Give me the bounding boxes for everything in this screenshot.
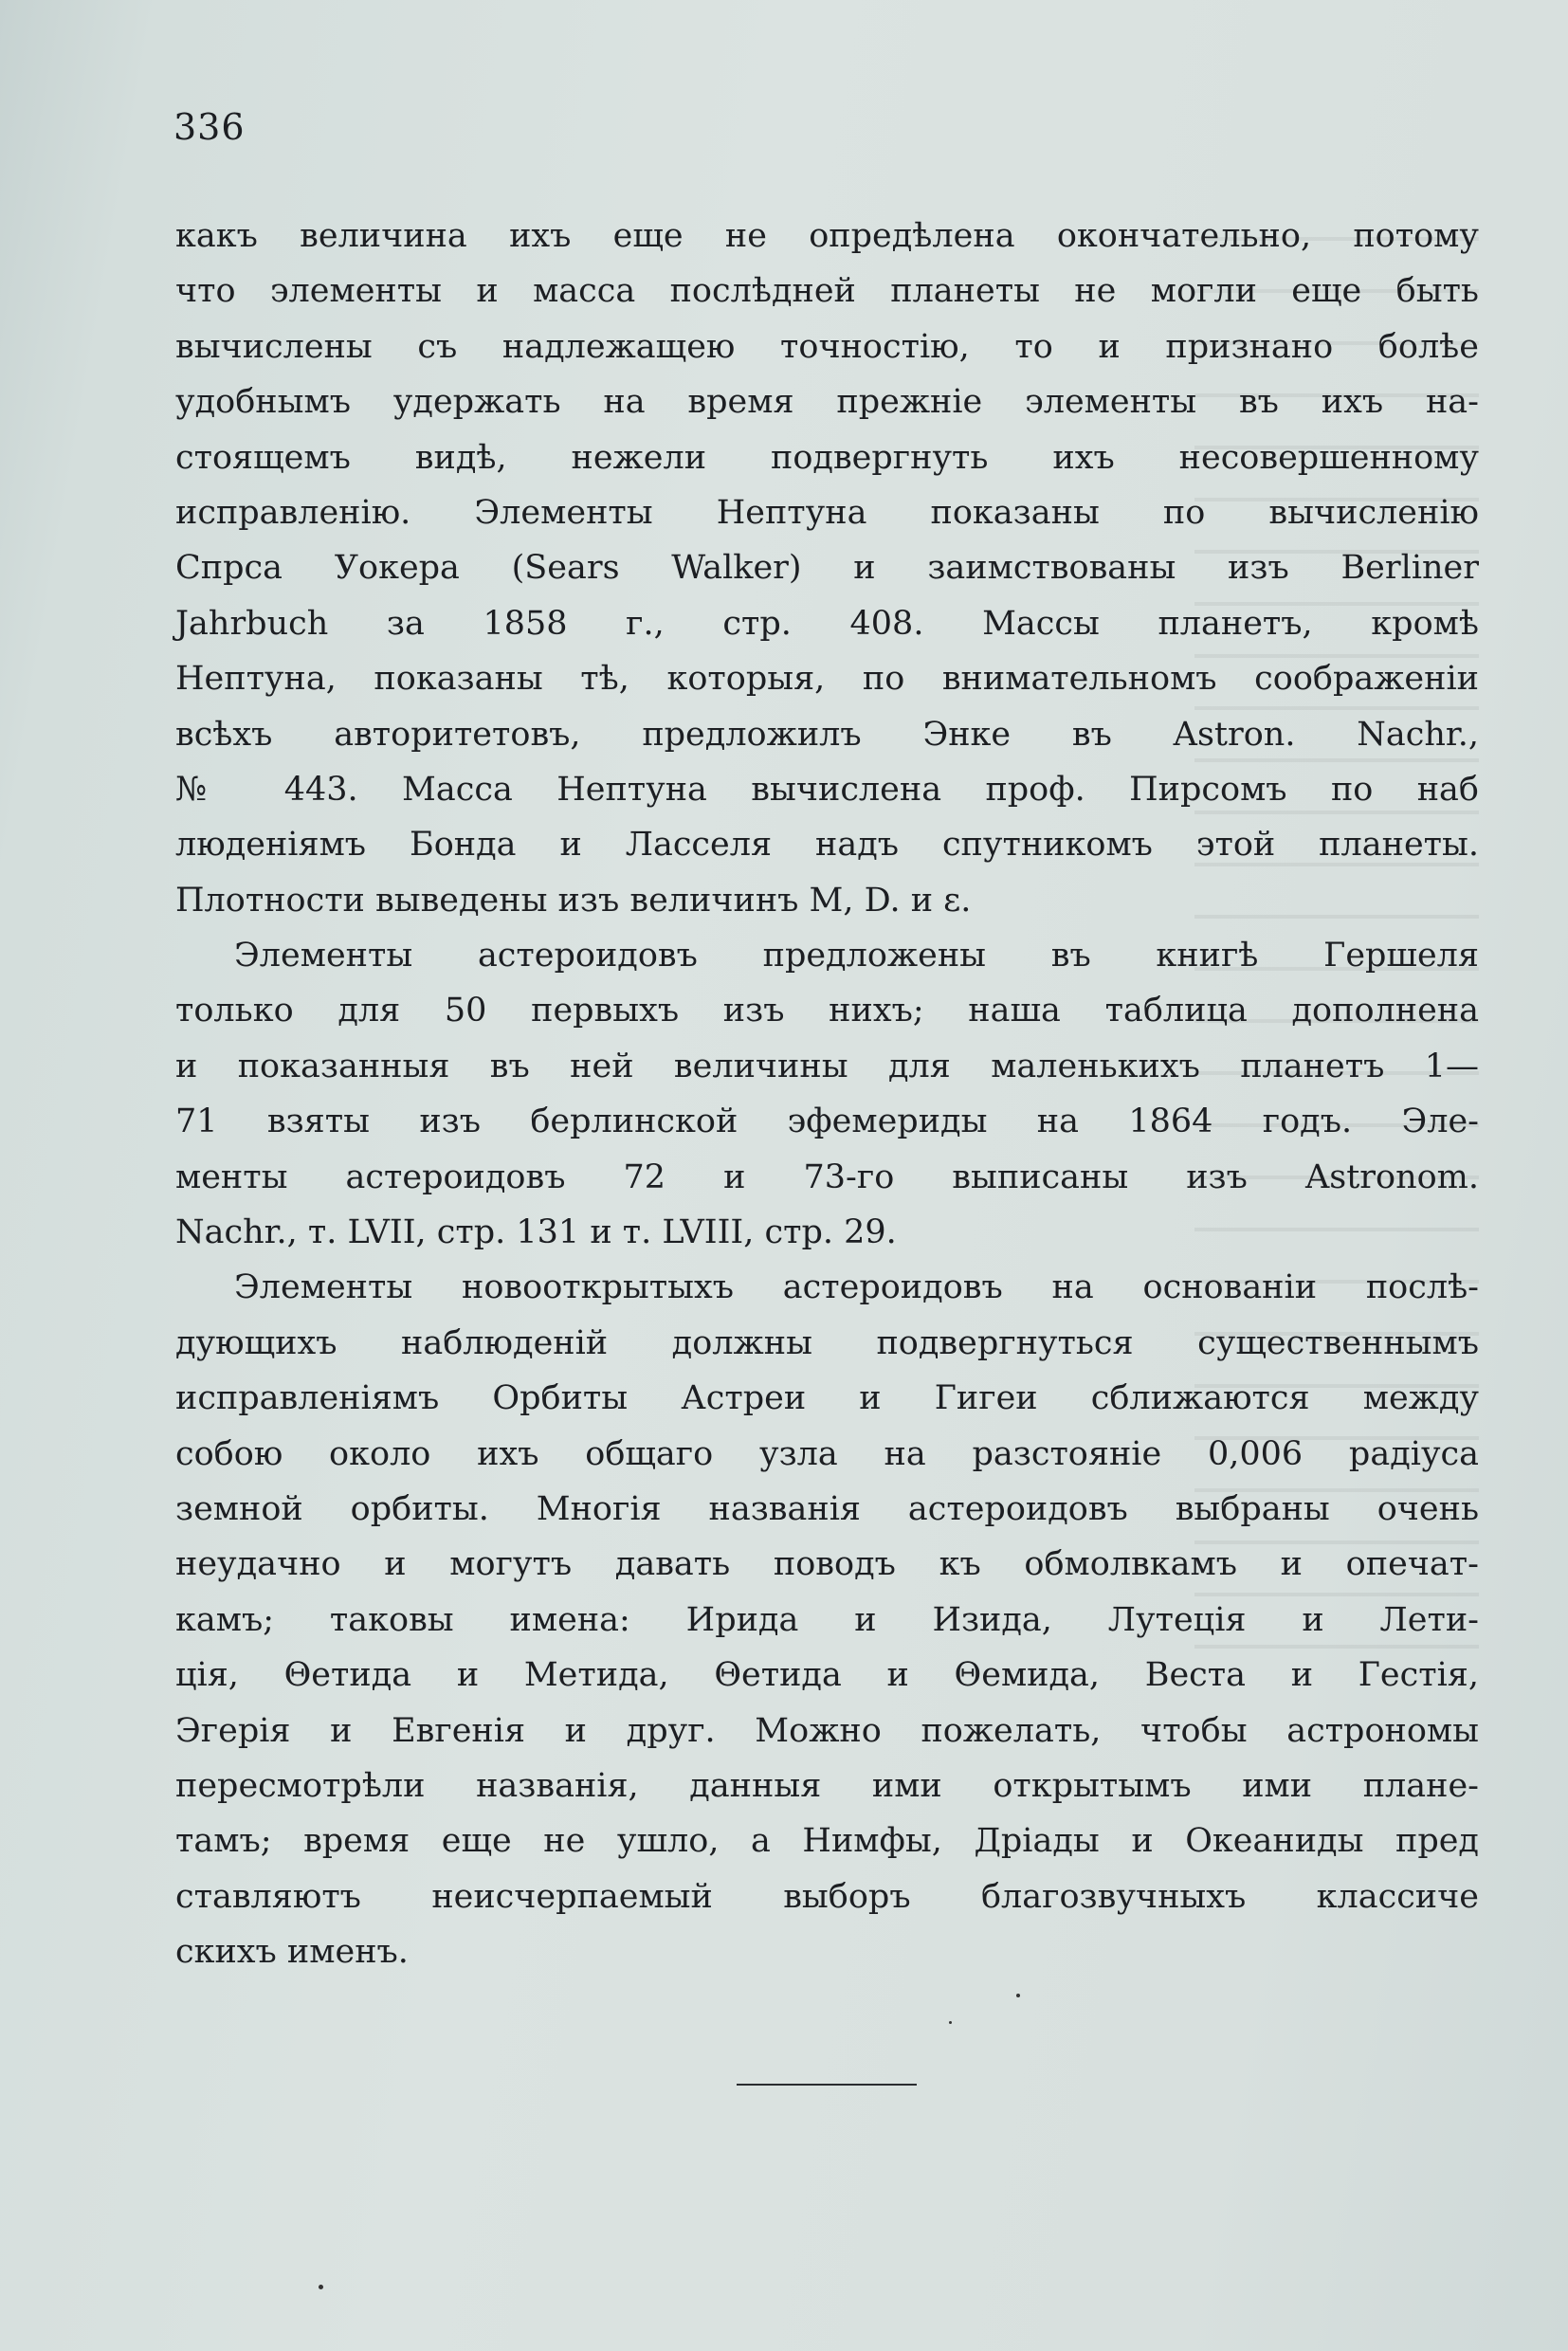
page-speck (949, 2021, 952, 2024)
page-number: 336 (173, 106, 246, 148)
text-line: ставляютъ неисчерпаемый выборъ благозвучныхъ классиче (175, 1877, 1479, 1916)
text-line: земной орбиты. Многія названія астероидовъ выбраны очень (175, 1489, 1479, 1528)
text-line: ція, Θетида и Метида, Θетида и Θемида, Веста и Гестія, (175, 1656, 1479, 1695)
text-line: дующихъ наблюденій должны подвергнуться существеннымъ (175, 1323, 1479, 1362)
text-line: что элементы и масса послѣдней планеты не могли еще быть (175, 272, 1479, 311)
text-line: всѣхъ авторитетовъ, предложилъ Энке въ Astron. Nachr., (175, 715, 1479, 754)
text-line: исправленіямъ Орбиты Астреи и Гигеи сближаются между (175, 1379, 1479, 1418)
text-line: камъ; таковы имена: Ирида и Изида, Лутеція и Лети- (175, 1600, 1479, 1639)
text-line: тамъ; время еще не ушло, а Нимфы, Дріады и Океаниды пред (175, 1822, 1479, 1861)
text-line: люденіямъ Бонда и Ласселя надъ спутникомъ этой планеты. (175, 826, 1479, 865)
end-rule (737, 2084, 917, 2086)
text-line: Эгерія и Евгенія и друг. Можно пожелать, чтобы астрономы (175, 1711, 1479, 1750)
text-line: Нептуна, показаны тѣ, которыя, по внимательномъ соображеніи (175, 660, 1479, 699)
text-line: менты астероидовъ 72 и 73-го выписаны изъ Astronom. (175, 1157, 1479, 1196)
text-line: и показанныя въ ней величины для маленькихъ планетъ 1— (175, 1047, 1479, 1085)
text-line: Спрса Уокера (Sears Walker) и заимствованы изъ Berliner (175, 549, 1479, 588)
page-speck (319, 2285, 323, 2289)
text-line: пересмотрѣли названія, данныя ими открытымъ ими плане- (175, 1766, 1479, 1805)
text-line: Элементы астероидовъ предложены въ книгѣ Гершеля (234, 937, 1479, 975)
text-line: какъ величина ихъ еще не опредѣлена окончательно, потому (175, 217, 1479, 255)
text-line: вычислены съ надлежащею точностію, то и признано болѣе (175, 327, 1479, 366)
text-line: Jahrbuch за 1858 г., стр. 408. Массы планетъ, кромѣ (175, 604, 1479, 643)
text-line: скихъ именъ. (175, 1933, 409, 1972)
text-line: неудачно и могутъ давать поводъ къ обмолвкамъ и опечат- (175, 1545, 1479, 1584)
text-line: Элементы новооткрытыхъ астероидовъ на основаніи послѣ- (234, 1268, 1479, 1307)
text-line: собою около ихъ общаго узла на разстояніе 0,006 радіуса (175, 1434, 1479, 1473)
text-line: удобнымъ удержать на время прежніе элементы въ ихъ на- (175, 383, 1479, 422)
text-line: № 443. Масса Нептуна вычислена проф. Пирсомъ по наб (175, 770, 1479, 809)
text-line: только для 50 первыхъ изъ нихъ; наша таблица дополнена (175, 992, 1479, 1030)
text-line: стоящемъ видѣ, нежели подвергнуть ихъ несовершенному (175, 438, 1479, 477)
text-line: Nachr., т. LVII, стр. 131 и т. LVIII, стр. 29. (175, 1213, 897, 1252)
text-line: 71 взяты изъ берлинской эфемериды на 1864 годъ. Эле- (175, 1103, 1479, 1141)
text-line: Плотности выведены изъ величинъ M, D. и ε. (175, 881, 972, 920)
text-line: исправленію. Элементы Нептуна показаны по вычисленію (175, 493, 1479, 532)
page-speck (1016, 1994, 1020, 1997)
body-text (175, 209, 1479, 1980)
